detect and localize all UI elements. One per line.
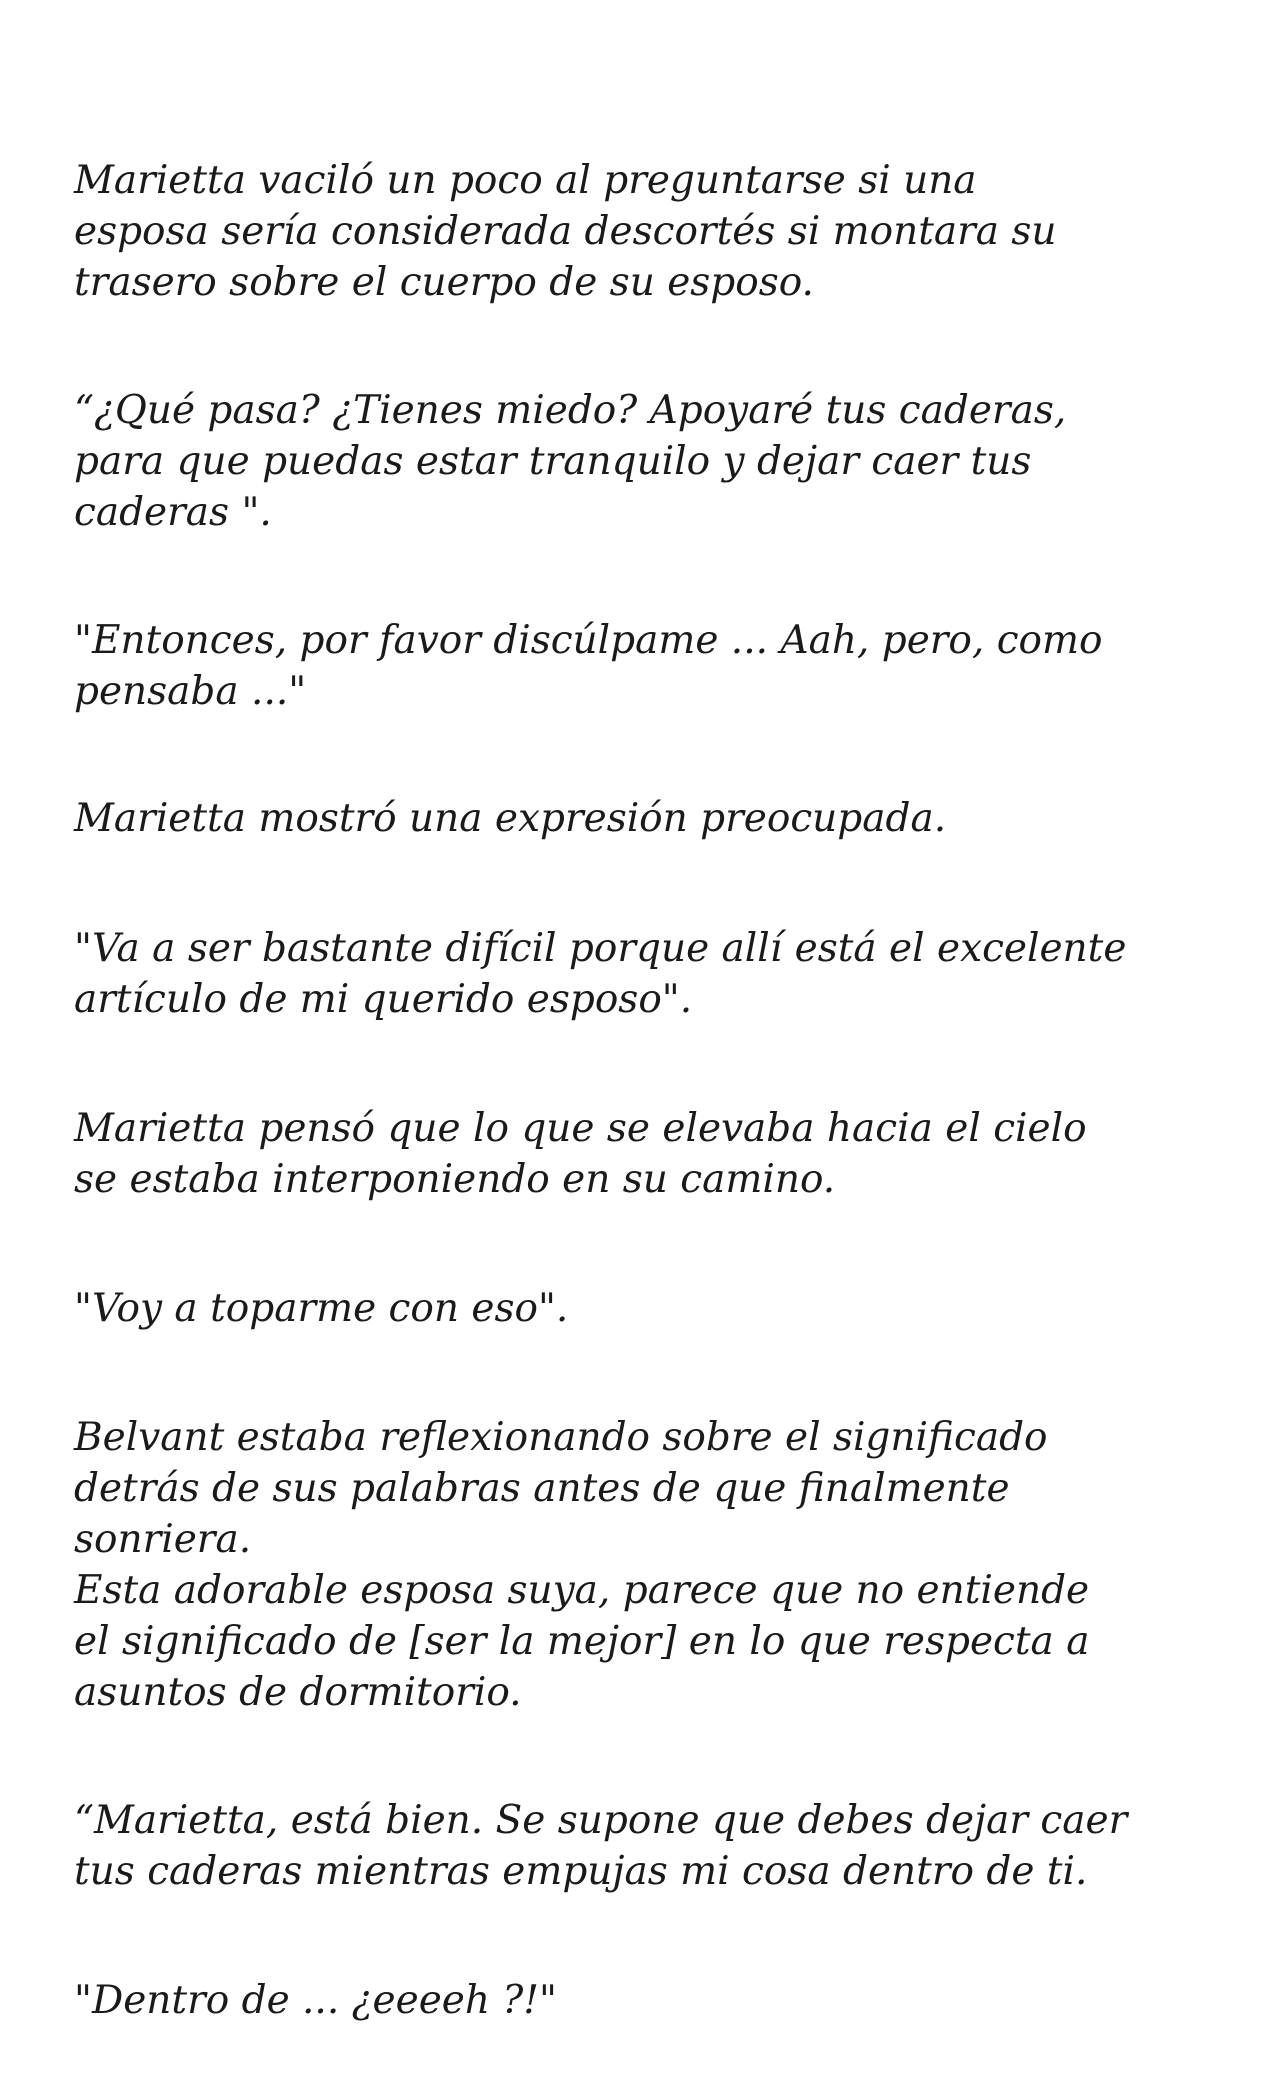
paragraph-2 [74, 385, 1234, 538]
text-line: "Entonces, por favor discúlpame ... Aah, pero, como [74, 618, 1103, 663]
text-line: pensaba ..." [74, 669, 307, 714]
text-line: Marietta vaciló un poco al preguntarse si una [74, 158, 977, 203]
paragraph-7 [74, 1283, 1234, 1334]
text-line: "Voy a toparme con eso". [74, 1286, 569, 1331]
paragraph-8 [74, 1412, 1234, 1718]
text-line: se estaba interponiendo en su camino. [74, 1157, 836, 1202]
text-line: Esta adorable esposa suya, parece que no entiende [74, 1568, 1090, 1613]
text-line: "Va a ser bastante difícil porque allí está el excelente [74, 926, 1127, 971]
text-line: “Marietta, está bien. Se supone que debes dejar caer [74, 1798, 1128, 1843]
text-line: artículo de mi querido esposo". [74, 977, 693, 1022]
text-line: trasero sobre el cuerpo de su esposo. [74, 260, 814, 305]
text-line: tus caderas mientras empujas mi cosa dentro de ti. [74, 1849, 1088, 1894]
text-line: caderas ". [74, 490, 272, 535]
text-line: Marietta mostró una expresión preocupada. [74, 796, 947, 841]
paragraph-5 [74, 923, 1234, 1025]
text-line: Marietta pensó que lo que se elevaba hacia el cielo [74, 1106, 1087, 1151]
paragraph-9 [74, 1795, 1234, 1897]
text-line: asuntos de dormitorio. [74, 1670, 522, 1715]
text-line: detrás de sus palabras antes de que finalmente [74, 1466, 1010, 1511]
paragraph-10 [74, 1975, 1234, 2026]
paragraph-4 [74, 793, 1234, 844]
text-line: para que puedas estar tranquilo y dejar caer tus [74, 439, 1032, 484]
text-line: sonriera. [74, 1517, 252, 1562]
paragraph-1 [74, 155, 1234, 308]
paragraph-6 [74, 1103, 1234, 1205]
text-line: "Dentro de ... ¿eeeeh ?!" [74, 1978, 557, 2023]
text-line: Belvant estaba reflexionando sobre el significado [74, 1415, 1048, 1460]
paragraph-3 [74, 615, 1234, 717]
text-line: “¿Qué pasa? ¿Tienes miedo? Apoyaré tus caderas, [74, 388, 1067, 433]
text-line: el significado de [ser la mejor] en lo que respecta a [74, 1619, 1090, 1664]
text-line: esposa sería considerada descortés si montara su [74, 209, 1057, 254]
